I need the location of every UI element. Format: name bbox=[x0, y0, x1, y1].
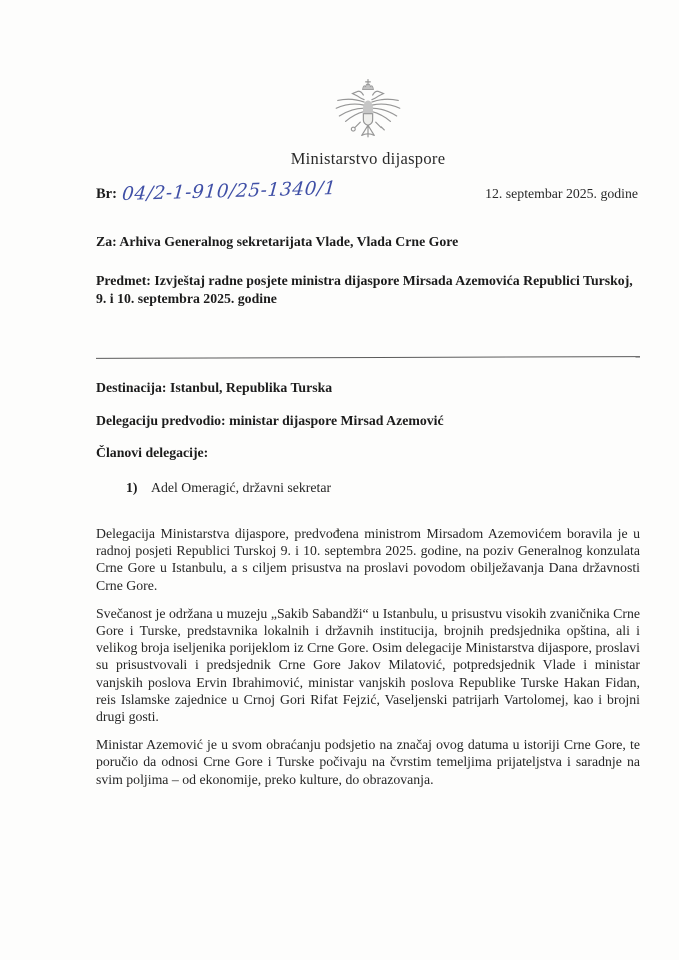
member-index: 1) bbox=[126, 480, 138, 496]
letter-body bbox=[96, 525, 640, 788]
reference-number-block bbox=[96, 177, 337, 206]
paragraph-ceremony-details: Svečanost je održana u muzeju „Sakib Sabandži“ u Istanbulu, u prisustvu visokih zvaničnika Crne Gore i Turske, predstavnika lokalnih i državnih institucija, brojnih predsjednika opština, ali i velikog broja iseljenika porijeklom iz Crne Gore. Osim delegacije Ministarstva dijaspore, proslavi su prisustvovali i predsjednik Crne Gore Jakov Milatović, potpredsjednik Vlade i ministar vanjskih poslova Ervin Ibrahimović, ministar vanjskih poslova Republike Turske Hakan Fidan, reis Islamske zajednice u Crnoj Gori Rifat Fejzić, Vaseljenski patrijarh Vartolomej, kao i brojni drugi gosti. bbox=[96, 605, 640, 725]
member-name: Adel Omeragić, državni sekretar bbox=[151, 480, 332, 496]
reference-and-date-row bbox=[96, 177, 640, 206]
recipient-line: Za: Arhiva Generalnog sekretarijata Vlade, Vlada Crne Gore bbox=[96, 234, 459, 249]
paragraph-visit-summary: Delegacija Ministarstva dijaspore, predvođena ministrom Mirsadom Azemovićem boravila je u radnoj posjeti Republici Turskoj 9. i 10. septembra 2025. godine, na poziv Generalnog konzulata Crne Gore u Istanbulu, a s ciljem prisustva na proslavi povodom obilježavanja Dana državnosti Crne Gore. bbox=[96, 525, 640, 593]
ministry-name: Ministarstvo dijaspore bbox=[290, 149, 446, 168]
delegation-members-heading: Članovi delegacije: bbox=[96, 445, 209, 461]
coat-of-arms-icon bbox=[328, 78, 408, 140]
horizontal-divider bbox=[96, 356, 640, 359]
paragraph-minister-remarks: Ministar Azemović je u svom obraćanju podsjetio na značaj ovog datuma u istoriji Crne Gore, te poručio da odnosi Crne Gore i Turske počivaju na čvrstim temeljima prijateljstva i saradnje na svim poljima – od ekonomije, preko kulture, do obrazovanja. bbox=[96, 737, 640, 787]
document-date: 12. septembar 2025. godine bbox=[485, 186, 638, 201]
letterhead bbox=[96, 78, 640, 168]
destination-line: Destinacija: Istanbul, Republika Turska bbox=[96, 380, 333, 396]
delegation-member-item bbox=[96, 479, 640, 496]
reference-label: Br: bbox=[96, 186, 117, 202]
delegation-lead-line: Delegaciju predvodio: ministar dijaspore Mirsad Azemović bbox=[96, 412, 444, 428]
reference-number-handwritten: 04/2-1-910/25-1340/1 bbox=[121, 177, 337, 206]
subject-line: Predmet: Izvještaj radne posjete ministra dijaspore Mirsada Azemovića Republici Turskoj, 9. i 10. septembra 2025. godine bbox=[96, 273, 633, 306]
